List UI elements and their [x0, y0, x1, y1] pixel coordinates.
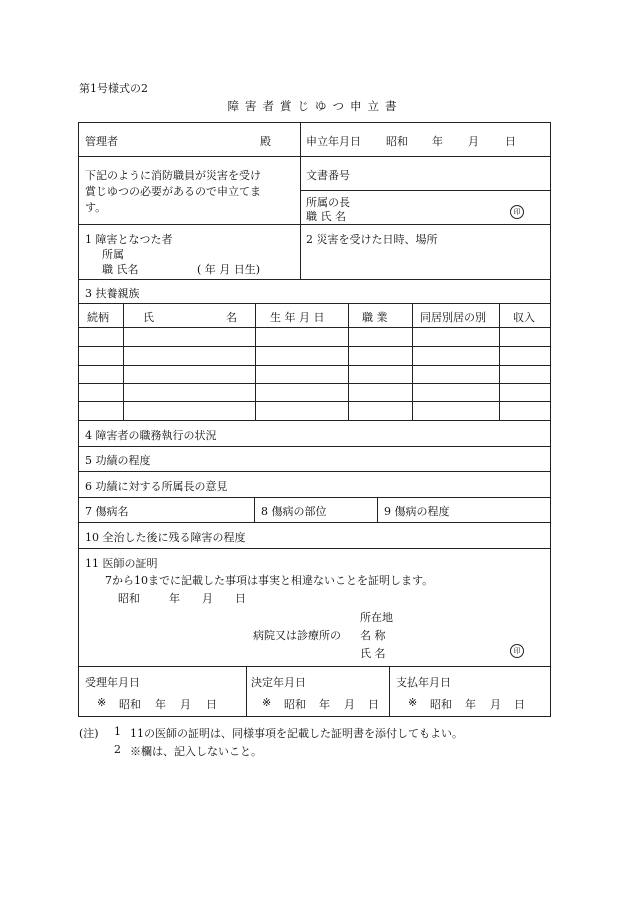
notes-label: (注)	[79, 727, 99, 740]
column-living-status: 同居別居の別	[420, 311, 486, 324]
decided-era: 昭和	[284, 698, 306, 711]
rule	[78, 666, 551, 667]
note1-text: 11の医師の証明は、同様事項を記載した証明書を添付してもよい。	[130, 727, 463, 740]
section1-affiliation: 所属	[102, 248, 124, 261]
rule	[78, 346, 551, 347]
section11-hospital: 病院又は診療所の	[253, 629, 341, 642]
section11-title: 11 医師の証明	[85, 557, 158, 570]
column-family-name: 氏	[143, 311, 154, 324]
rule	[78, 471, 551, 472]
section1-birth: ( 年 月 日生)	[197, 263, 261, 276]
decided-mark: ※	[262, 696, 272, 709]
section8-title: 8 傷病の部位	[261, 505, 327, 518]
request-line-1: 下記のように消防職員が災害を受け	[85, 169, 261, 182]
section11-doctor-name: 氏 名	[360, 647, 386, 660]
rule	[78, 156, 551, 157]
rule	[78, 420, 551, 421]
paid-mark: ※	[408, 696, 418, 709]
note2-number: 2	[114, 743, 121, 756]
rule	[78, 303, 551, 304]
section3-title: 3 扶養親族	[85, 287, 140, 300]
received-mark: ※	[97, 696, 107, 709]
rule	[300, 190, 551, 191]
honorific-label: 殿	[260, 135, 271, 148]
decided-day: 日	[368, 698, 379, 711]
paid-month: 月	[490, 698, 501, 711]
section5-title: 5 功績の程度	[85, 454, 151, 467]
rule	[412, 303, 413, 420]
seal-stamp: 印	[510, 205, 524, 219]
document-number-label: 文書番号	[306, 169, 350, 182]
section7-title: 7 傷病名	[85, 505, 129, 518]
rule	[499, 303, 500, 420]
rule	[254, 497, 255, 522]
received-day: 日	[206, 698, 217, 711]
request-line-3: す。	[85, 201, 107, 214]
application-era: 昭和	[386, 135, 408, 148]
rule	[377, 497, 378, 522]
received-era: 昭和	[119, 698, 141, 711]
paid-year: 年	[465, 698, 476, 711]
doctor-seal-stamp: 印	[510, 644, 524, 658]
decided-date-label: 決定年月日	[251, 676, 306, 689]
section11-address: 所在地	[360, 611, 393, 624]
rule	[78, 279, 551, 280]
note1-number: 1	[114, 725, 121, 738]
section6-title: 6 功績に対する所属長の意見	[85, 480, 228, 493]
rule	[78, 224, 551, 225]
rule	[300, 122, 301, 279]
received-date-label: 受理年月日	[85, 676, 140, 689]
rule	[78, 327, 551, 328]
form-title: 障害者賞じゆつ申立書	[227, 99, 403, 113]
title-name-label: 職 氏 名	[306, 210, 346, 223]
application-date-label: 申立年月日	[306, 135, 361, 148]
paid-era: 昭和	[430, 698, 452, 711]
section4-title: 4 障害者の職務執行の状況	[85, 429, 217, 442]
application-month: 月	[468, 135, 479, 148]
decided-month: 月	[344, 698, 355, 711]
application-year: 年	[432, 135, 443, 148]
rule	[123, 303, 124, 420]
rule	[78, 522, 551, 523]
section1-position-name: 職 氏名	[102, 263, 139, 276]
note2-text: ※欄は、記入しないこと。	[130, 745, 262, 758]
section1-title: 1 障害となつた者	[85, 233, 173, 246]
received-month: 月	[180, 698, 191, 711]
rule	[246, 666, 247, 717]
column-occupation: 職 業	[362, 311, 388, 324]
section9-title: 9 傷病の程度	[384, 505, 450, 518]
paid-day: 日	[514, 698, 525, 711]
section11-date-day: 日	[235, 592, 246, 605]
paid-date-label: 支払年月日	[396, 676, 451, 689]
column-given-name: 名	[226, 311, 237, 324]
rule	[78, 548, 551, 549]
rule	[78, 365, 551, 366]
section11-date-year: 年	[169, 592, 180, 605]
received-year: 年	[155, 698, 166, 711]
column-income: 収入	[513, 311, 535, 324]
rule	[255, 303, 256, 420]
application-day: 日	[505, 135, 516, 148]
request-line-2: 賞じゆつの必要があるので申立てま	[85, 185, 261, 198]
column-birth-date: 生 年 月 日	[270, 311, 325, 324]
rule	[348, 303, 349, 420]
decided-year: 年	[319, 698, 330, 711]
rule	[78, 446, 551, 447]
rule	[78, 401, 551, 402]
section11-statement: 7から10までに記載した事項は事実と相違ないことを証明します。	[105, 574, 434, 587]
section11-institution-name: 名 称	[360, 629, 386, 642]
dept-head-label: 所属の長	[306, 196, 350, 209]
section11-date-era: 昭和	[118, 592, 140, 605]
rule	[389, 666, 390, 717]
section2-title: 2 災害を受けた日時、場所	[306, 233, 438, 246]
section10-title: 10 全治した後に残る障害の程度	[85, 531, 246, 544]
rule	[78, 497, 551, 498]
rule	[78, 383, 551, 384]
form-label: 第1号様式の2	[79, 82, 148, 95]
section11-date-month: 月	[202, 592, 213, 605]
manager-label: 管理者	[85, 135, 118, 148]
column-relation: 続柄	[87, 311, 109, 324]
